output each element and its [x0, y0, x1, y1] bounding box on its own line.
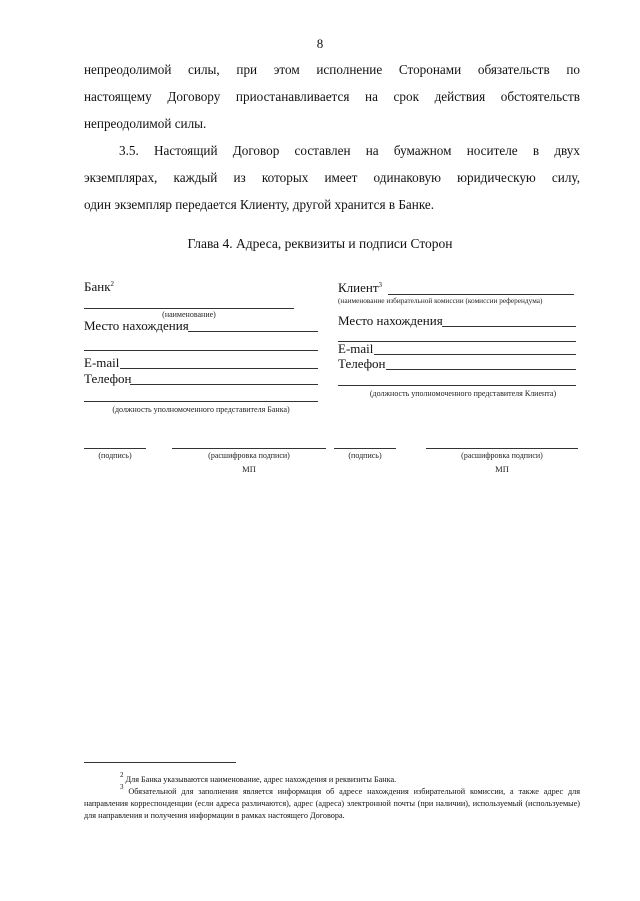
- client-label: Клиент$^3$: [338, 280, 383, 295]
- client-decoding-caption: (расшифровка подписи): [461, 451, 543, 460]
- client-location-label: Место нахождения: [338, 313, 443, 328]
- body-line-4: 3.5. Настоящий Договор составлен на бумажном носителе в двух: [119, 143, 580, 158]
- bank-signature-line: [84, 448, 146, 449]
- bank-decoding-caption: (расшифровка подписи): [208, 451, 290, 460]
- bank-position-line: [84, 401, 318, 402]
- client-location-line-2: [338, 341, 576, 342]
- bank-name-caption: (наименование): [162, 310, 216, 319]
- chapter-title: Глава 4. Адреса, реквизиты и подписи Сторон: [187, 236, 453, 251]
- page-number: 8: [316, 36, 324, 51]
- client-footnote-mark: 3: [378, 281, 383, 289]
- footnote-3-mark: 3: [120, 783, 124, 791]
- body-line-2: настоящему Договору приостанавливается на срок действия обстоятельств: [84, 89, 580, 104]
- client-email-label: E-mail: [338, 341, 374, 356]
- client-decoding-line: [426, 448, 578, 449]
- client-phone-line: [386, 369, 576, 370]
- client-stamp-mark: МП: [495, 464, 509, 474]
- client-phone-label: Телефон: [338, 356, 386, 371]
- bank-location-line: [188, 331, 318, 332]
- client-name-caption: (наименование избирательной комиссии (комиссии референдума): [338, 296, 543, 305]
- bank-footnote-mark: 2: [110, 280, 115, 288]
- bank-name-line: [84, 308, 294, 309]
- client-email-line: [374, 354, 576, 355]
- client-position-line: [338, 385, 576, 386]
- body-line-6: один экземпляр передается Клиенту, другой хранится в Банке.: [84, 197, 435, 212]
- bank-email-line: [120, 368, 318, 369]
- bank-label: Банк$^2$: [84, 279, 115, 294]
- bank-phone-line: [130, 384, 318, 385]
- bank-position-caption: (должность уполномоченного представителя Банка): [112, 405, 290, 414]
- footnote-separator: [84, 762, 236, 763]
- client-name-line: [388, 294, 574, 295]
- footnote-2: $^2$ Для Банка указываются наименование, адрес нахождения и реквизиты Банка.: [120, 771, 397, 784]
- client-signature-caption: (подпись): [348, 451, 382, 460]
- bank-stamp-mark: МП: [242, 464, 256, 474]
- footnote-2-mark: 2: [120, 771, 124, 779]
- client-signature-line: [334, 448, 396, 449]
- bank-location-line-2: [84, 350, 318, 351]
- client-location-line: [442, 326, 576, 327]
- body-line-1: непреодолимой силы, при этом исполнение Сторонами обязательств по: [84, 62, 580, 77]
- body-line-3: непреодолимой силы.: [84, 116, 207, 131]
- bank-signature-caption: (подпись): [98, 451, 132, 460]
- bank-location-label: Место нахождения: [84, 318, 189, 333]
- bank-email-label: E-mail: [84, 355, 120, 370]
- footnote-3: $^3$ Обязательной для заполнения является информация об адресе нахождения избирательной комиссии, а также адрес для направления корреспонденции (если адреса различаются), адрес (адреса) электронной почты (при наличии), используемый (используемые) для направления и получения информации в рамках настоящего Договора.: [84, 783, 580, 820]
- body-line-5: экземплярах, каждый из которых имеет одинаковую юридическую силу,: [84, 170, 580, 185]
- bank-phone-label: Телефон: [84, 371, 132, 386]
- bank-decoding-line: [172, 448, 326, 449]
- client-position-caption: (должность уполномоченного представителя Клиента): [369, 389, 557, 398]
